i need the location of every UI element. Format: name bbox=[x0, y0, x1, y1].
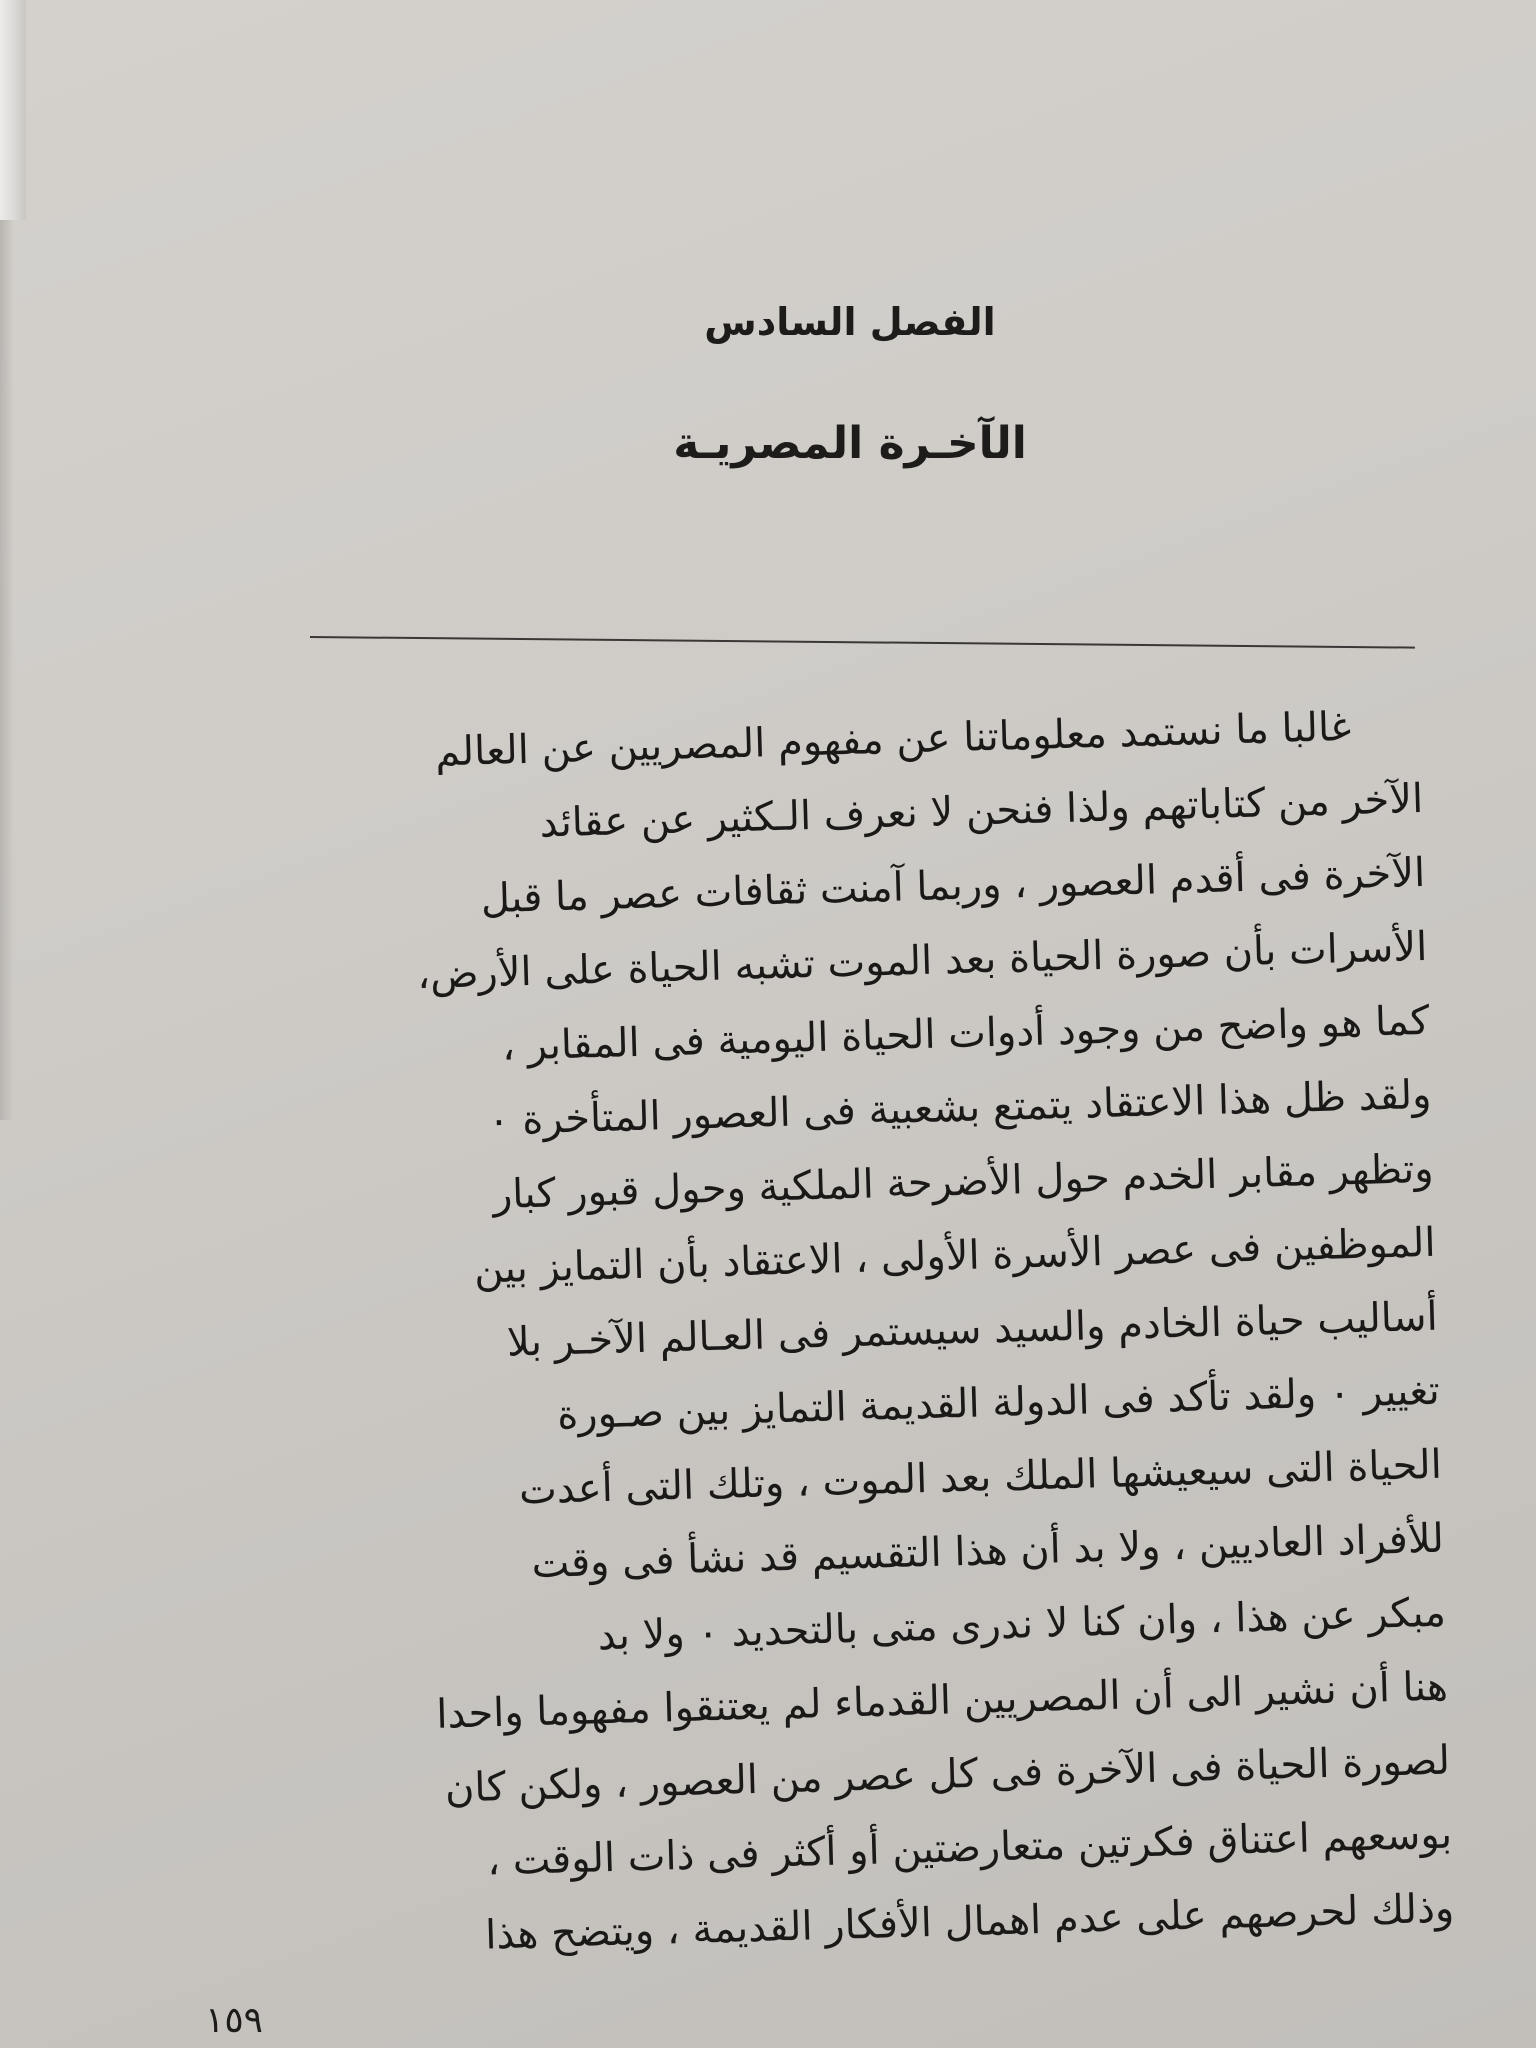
text-line: الآخرة فى أقدم العصور ، وربما آمنت ثقافات عصر ما قبل bbox=[480, 849, 1426, 923]
text-line: هنا أن نشير الى أن المصريين القدماء لم يعتنقوا مفهوما واحدا bbox=[435, 1663, 1449, 1738]
body-text bbox=[200, 688, 1456, 2042]
text-line: للأفراد العاديين ، ولا بد أن هذا التقسيم قد نشأ فى وقت bbox=[531, 1515, 1445, 1588]
text-line: تغيير ٠ ولقد تأكد فى الدولة القديمة التمايز بين صـورة bbox=[556, 1367, 1441, 1439]
text-line: ولقد ظل هذا الاعتقاد يتمتع بشعبية فى العصور المتأخرة ٠ bbox=[487, 1071, 1433, 1145]
chapter-title: الآخـرة المصريـة bbox=[673, 418, 1027, 469]
chapter-label: الفصل السادس bbox=[704, 300, 996, 344]
text-line: الحياة التى سيعيشها الملك بعد الموت ، وتلك التى أعدت bbox=[518, 1441, 1443, 1514]
text-line: بوسعهم اعتناق فكرتين متعارضتين أو أكثر فى ذات الوقت ، bbox=[486, 1811, 1453, 1885]
text-line: وذلك لحرصهم على عدم اهمال الأفكار القديمة ، ويتضح هذا bbox=[484, 1885, 1455, 1959]
text-line: أساليب حياة الخادم والسيد سيستمر فى العـالم الآخـر بلا bbox=[506, 1293, 1439, 1366]
text-line: الآخر من كتاباتهم ولذا فنحن لا نعرف الـكثير عن عقائد bbox=[539, 775, 1424, 847]
text-line: الأسرات بأن صورة الحياة بعد الموت تشبه الحياة على الأرض، bbox=[416, 923, 1428, 999]
text-line: غالبا ما نستمد معلوماتنا عن مفهوم المصريين عن العالم bbox=[434, 703, 1352, 776]
text-line: لصورة الحياة فى الآخرة فى كل عصر من العصور ، ولكن كان bbox=[444, 1737, 1451, 1812]
page-edge bbox=[0, 0, 26, 220]
section-divider bbox=[310, 636, 1415, 649]
text-line: الموظفين فى عصر الأسرة الأولى ، الاعتقاد بأن التمايز بين bbox=[473, 1219, 1437, 1293]
page-edge-shadow bbox=[0, 220, 14, 1120]
text-line: مبكر عن هذا ، وان كنا لا ندرى متى بالتحديد ٠ ولا بد bbox=[597, 1589, 1447, 1660]
page-number: ١٥٩ bbox=[205, 2000, 264, 2041]
text-line: كما هو واضح من وجود أدوات الحياة اليومية فى المقابر ، bbox=[501, 997, 1430, 1070]
text-line: وتظهر مقابر الخدم حول الأضرحة الملكية وحول قبور كبار bbox=[492, 1145, 1435, 1219]
